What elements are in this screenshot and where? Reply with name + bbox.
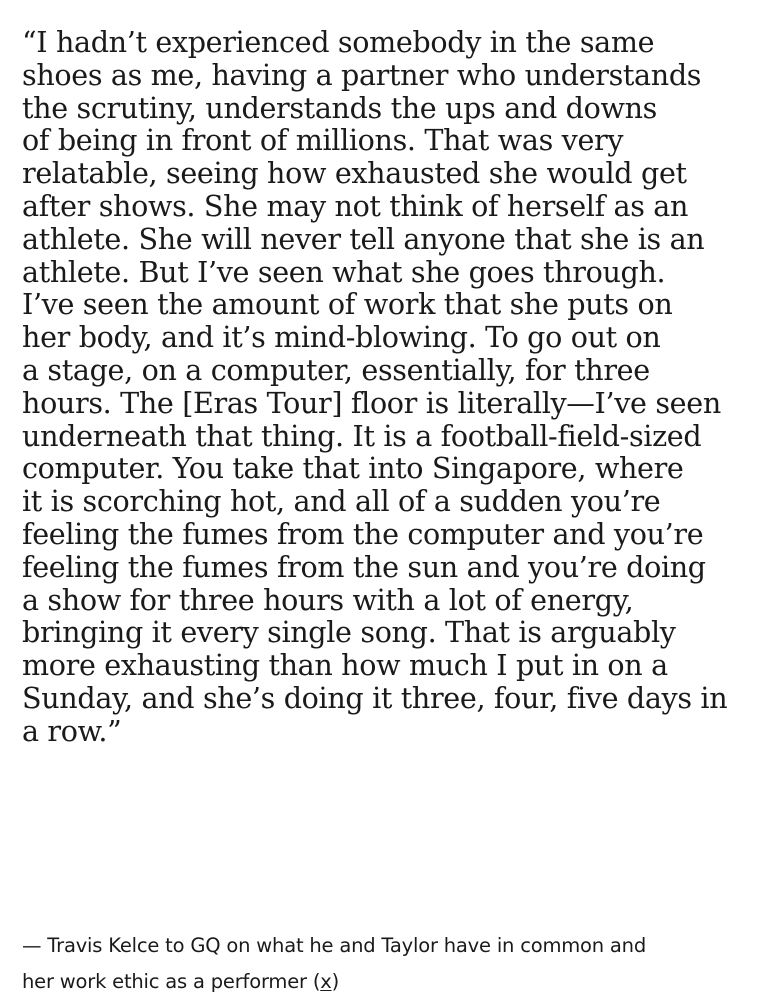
quote-line: feeling the fumes from the sun and you’re doing <box>22 549 706 584</box>
quote-line: a show for three hours with a lot of energy, <box>22 582 634 617</box>
quote-line: bringing it every single song. That is arguably <box>22 615 676 650</box>
quote-line: after shows. She may not think of herself as an <box>22 188 689 223</box>
attribution-line: — Travis Kelce to GQ on what he and Taylor have in common and <box>22 934 647 957</box>
quote-line: relatable, seeing how exhausted she would get <box>22 156 687 191</box>
quote-line: underneath that thing. It is a football-field-sized <box>22 418 702 453</box>
quote-block <box>22 26 752 748</box>
attribution-text: her work ethic as a performer ( <box>22 970 321 993</box>
attribution-line <box>22 964 752 1000</box>
quote-line: shoes as me, having a partner who understands <box>22 57 702 92</box>
attribution <box>22 928 752 1000</box>
quote-line: Sunday, and she’s doing it three, four, five days in <box>22 680 728 715</box>
quote-line: a stage, on a computer, essentially, for three <box>22 352 650 387</box>
quote-line: hours. The [Eras Tour] floor is literally—I’ve seen <box>22 385 721 420</box>
quote-line: a row.” <box>22 713 122 748</box>
quote-line: her body, and it’s mind-blowing. To go out on <box>22 320 661 355</box>
quote-line: “I hadn’t experienced somebody in the same <box>22 25 655 59</box>
quote-line: feeling the fumes from the computer and you’re <box>22 516 704 551</box>
quote-line: athlete. But I’ve seen what she goes through. <box>22 254 666 289</box>
quote-line: the scrutiny, understands the ups and downs <box>22 90 657 125</box>
quote-line: of being in front of millions. That was very <box>22 123 624 158</box>
quote-line: computer. You take that into Singapore, where <box>22 451 684 486</box>
quote-line: athlete. She will never tell anyone that she is an <box>22 221 705 256</box>
source-link[interactable]: x <box>320 970 332 993</box>
quote-line: it is scorching hot, and all of a sudden you’re <box>22 484 661 519</box>
quote-line: I’ve seen the amount of work that she puts on <box>22 287 673 322</box>
attribution-close-paren: ) <box>331 970 339 993</box>
quote-line: more exhausting than how much I put in on a <box>22 648 668 683</box>
